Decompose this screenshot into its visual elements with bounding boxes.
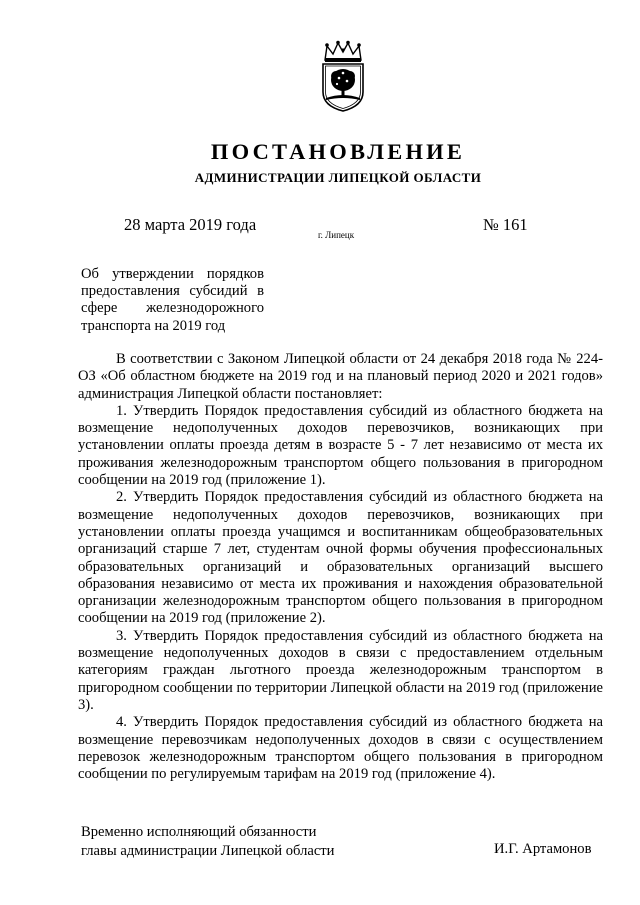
coat-of-arms-icon: [317, 40, 369, 112]
document-subtitle: АДМИНИСТРАЦИИ ЛИПЕЦКОЙ ОБЛАСТИ: [194, 170, 482, 185]
paragraph-item-4: 4. Утвердить Порядок предоставления субсидий из областного бюджета на возмещение перевозчикам недополученных доходов в связи с осуществлением перевозок железнодорожным транспортом общего пользования в пригородном сообщении по регулируемым тарифам на 2019 год (приложение 4).: [78, 714, 603, 783]
document-body: [78, 351, 603, 783]
document-title: ПОСТАНОВЛЕНИЕ: [210, 139, 466, 164]
document-date: 28 марта 2019 года: [124, 215, 257, 234]
paragraph-preamble: В соответствии с Законом Липецкой области от 24 декабря 2018 года № 224-ОЗ «Об областном бюджете на 2019 год и на плановый период 2020 и 2021 годов» администрация Липецкой области постановляет:: [78, 351, 603, 402]
signatory-position-line1: Временно исполняющий обязанности: [81, 824, 317, 840]
paragraph-item-1: 1. Утвердить Порядок предоставления субсидий из областного бюджета на возмещение недополученных доходов перевозчиков, возникающих при установлении оплаты проезда детям в возрасте 5 - 7 лет независимо от места их проживания железнодорожным транспортом общего пользования в пригородном сообщении на 2019 год (приложение 1).: [78, 402, 603, 489]
signatory-position-line2: главы администрации Липецкой области: [81, 842, 335, 859]
signatory-name: И.Г. Артамонов: [494, 841, 592, 857]
document-city: г. Липецк: [318, 230, 355, 240]
paragraph-item-2: 2. Утвердить Порядок предоставления субсидий из областного бюджета на возмещение недополученных доходов перевозчиков, возникающих при установлении оплаты проезда учащимся и воспитанникам общеобразовательных организаций старше 7 лет, студентам очной формы обучения профессиональных образовательных организаций и образовательных организаций высшего образования независимо от места их проживания и нахождения образовательной организации железнодорожным транспортом общего пользования в пригородном сообщении на 2019 год (приложение 2).: [78, 489, 603, 627]
signatory-position: [81, 823, 335, 860]
document-subject: Об утверждении порядков предоставления субсидий в сфере железнодорожного транспорта на 2019 год: [81, 266, 264, 334]
paragraph-item-3: 3. Утвердить Порядок предоставления субсидий из областного бюджета на возмещение недополученных доходов в связи с предоставлением отдельным категориям граждан льготного проезда железнодорожным транспортом в пригородном сообщении по территории Липецкой области на 2019 год (приложение 3).: [78, 627, 603, 713]
document-number: № 161: [483, 215, 528, 234]
